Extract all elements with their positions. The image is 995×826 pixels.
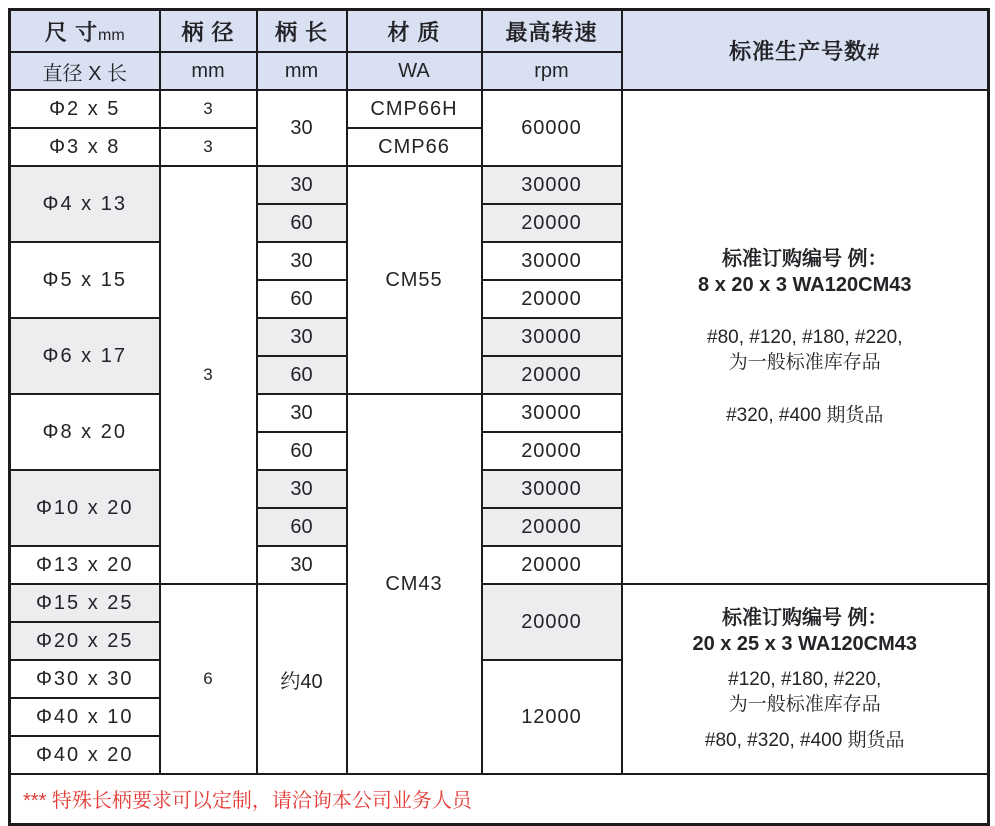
shank-len-cell: 60 [257,356,347,394]
rpm-subheader-cell: rpm [482,52,622,90]
shank-len-cell: 30 [257,318,347,356]
rpm-header-cell: 最高转速 [482,10,622,53]
order-notes-upper [622,90,989,584]
size-cell: Φ40 x 10 [10,698,160,736]
rpm-cell: 20000 [482,204,622,242]
rpm-cell: 20000 [482,508,622,546]
shank-len-cell: 约40 [257,584,347,774]
size-cell: Φ30 x 30 [10,660,160,698]
rpm-cell: 30000 [482,470,622,508]
size-cell: Φ8 x 20 [10,394,160,470]
footer-row [10,774,989,825]
table-row [10,90,989,128]
rpm-cell: 30000 [482,318,622,356]
rpm-cell: 30000 [482,166,622,204]
size-cell: Φ20 x 25 [10,622,160,660]
shank-dia-cell: 3 [160,128,257,166]
shank-len-cell: 30 [257,242,347,280]
futures-grit-line: #80, #320, #400 期货品 [704,729,905,751]
notes-header-cell: 标准生产号数# [622,10,989,91]
size-cell: Φ5 x 15 [10,242,160,318]
shank-len-cell: 30 [257,470,347,508]
order-example-code: 20 x 25 x 3 WA120CM43 [692,632,918,655]
order-notes-title-block [692,605,917,657]
material-subheader-cell: WA [347,52,482,90]
shank-len-cell: 60 [257,432,347,470]
size-header-unit: mm [97,26,125,44]
shank-dia-cell: 6 [160,584,257,774]
shank-len-cell: 30 [257,546,347,584]
stock-grit-line2: 为一般标准库存品 [728,352,881,374]
order-notes-title-block [698,246,911,298]
stock-grit-line2: 为一般标准库存品 [728,694,881,716]
size-cell: Φ10 x 20 [10,470,160,546]
rpm-cell: 20000 [482,280,622,318]
shank-len-header-cell: 柄 长 [257,10,347,53]
shank-len-cell: 30 [257,166,347,204]
material-cell: CM43 [347,394,482,774]
stock-grit-block [728,667,881,718]
shank-len-subheader-cell: mm [257,52,347,90]
shank-len-cell: 60 [257,280,347,318]
futures-grit-line: #320, #400 期货品 [726,404,884,426]
rpm-cell: 30000 [482,394,622,432]
rpm-cell: 60000 [482,90,622,166]
stock-grit-line1: #120, #180, #220, [728,668,882,690]
rpm-cell: 12000 [482,660,622,774]
size-cell: Φ40 x 20 [10,736,160,774]
size-cell: Φ6 x 17 [10,318,160,394]
rpm-cell: 20000 [482,584,622,660]
order-example-code: 8 x 20 x 3 WA120CM43 [698,273,912,296]
shank-dia-header-cell: 柄 径 [160,10,257,53]
size-cell: Φ2 x 5 [10,90,160,128]
rpm-cell: 20000 [482,432,622,470]
stock-grit-line1: #80, #120, #180, #220, [707,326,903,348]
order-example-title: 标准订购编号 例： [721,606,888,629]
material-cell: CM55 [347,166,482,394]
size-subheader-cell: 直径 X 长 [10,52,160,90]
material-header-cell: 材 质 [347,10,482,53]
rpm-cell: 20000 [482,546,622,584]
size-cell: Φ13 x 20 [10,546,160,584]
rpm-cell: 30000 [482,242,622,280]
material-cell: CMP66H [347,90,482,128]
shank-dia-cell: 3 [160,90,257,128]
material-cell: CMP66 [347,128,482,166]
stock-grit-block [707,325,902,376]
header-row-1 [10,10,989,53]
size-cell: Φ3 x 8 [10,128,160,166]
size-header-cell [10,10,160,53]
shank-len-cell: 30 [257,90,347,166]
size-cell: Φ15 x 25 [10,584,160,622]
size-cell: Φ4 x 13 [10,166,160,242]
shank-dia-cell: 3 [160,166,257,584]
spec-table [8,8,990,826]
order-notes-lower [622,584,989,774]
order-notes-upper-box [623,246,988,429]
rpm-cell: 20000 [482,356,622,394]
custom-order-note: *** 特殊长柄要求可以定制，请洽询本公司业务人员 [10,774,989,825]
shank-len-cell: 60 [257,508,347,546]
size-header-title: 尺 寸 [44,19,98,45]
shank-dia-subheader-cell: mm [160,52,257,90]
shank-len-cell: 30 [257,394,347,432]
shank-len-cell: 60 [257,204,347,242]
order-notes-lower-box [623,605,988,754]
table-row [10,584,989,622]
order-example-title: 标准订购编号 例： [721,247,888,270]
